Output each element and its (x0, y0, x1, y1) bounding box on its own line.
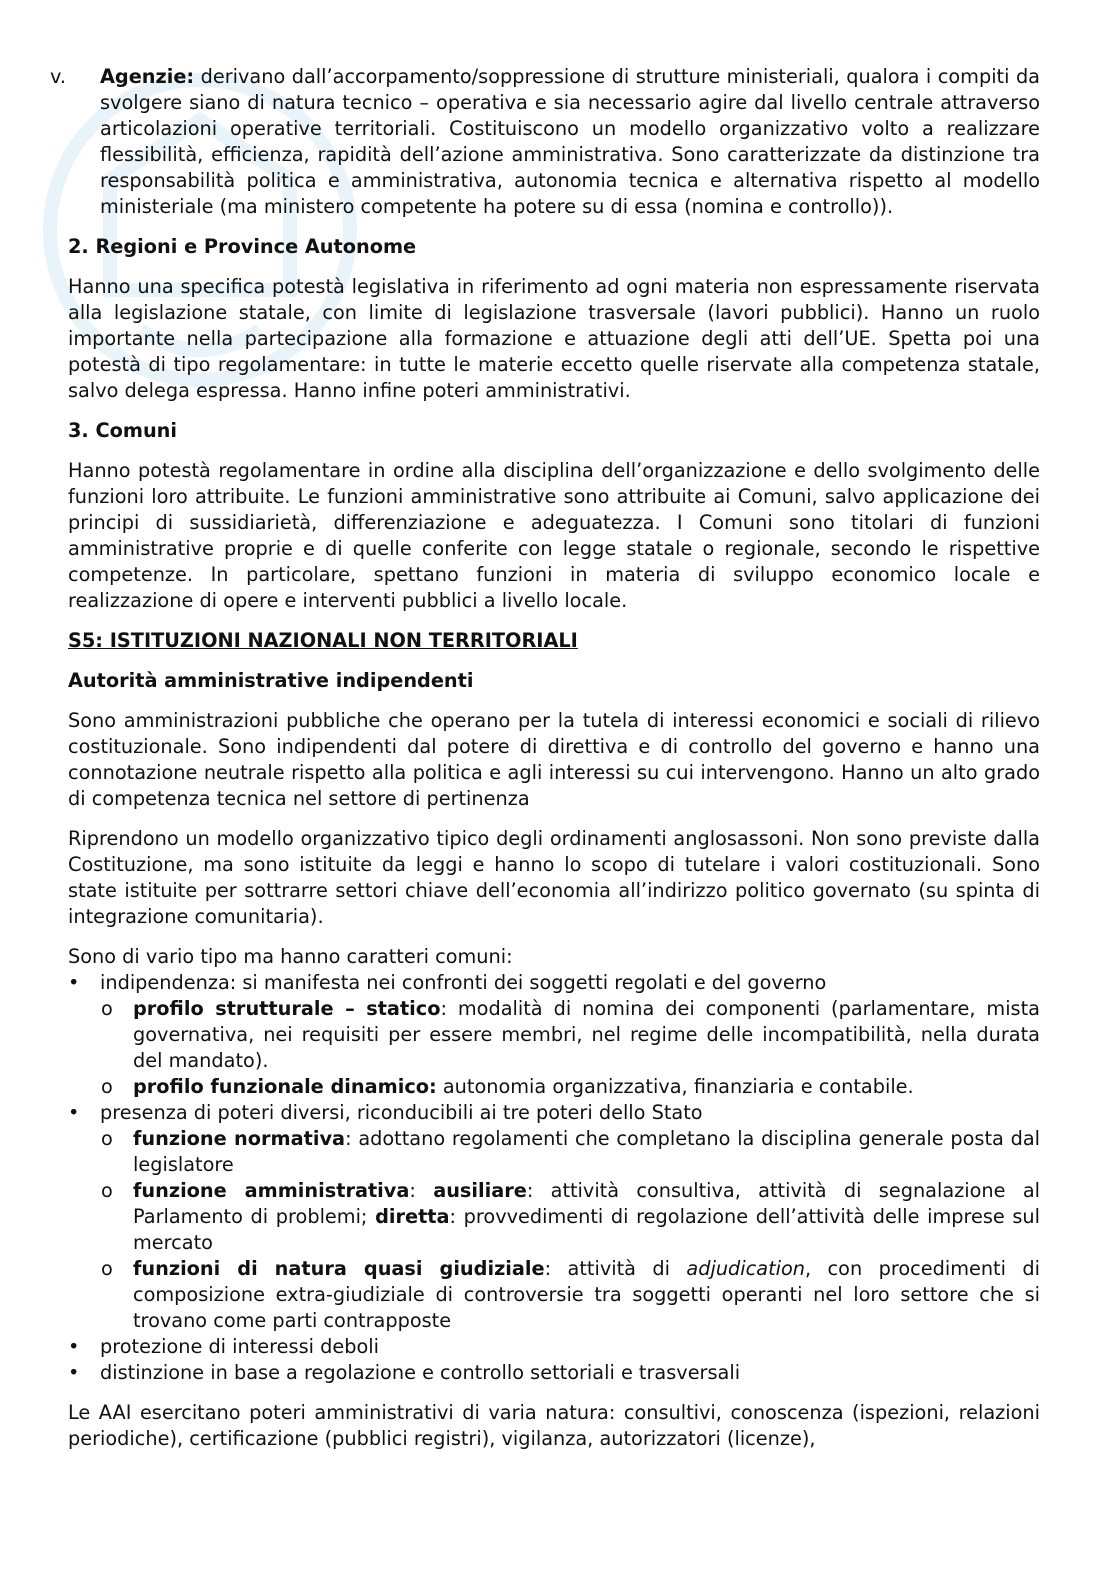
bullet-text: distinzione in base a regolazione e controllo settoriali e trasversali (100, 1361, 741, 1384)
heading-comuni: 3. Comuni (68, 419, 178, 442)
paragraph-comuni: Hanno potestà regolamentare in ordine alla disciplina dell’organizzazione e dello svolgimento delle funzioni loro attribuite. Le funzioni amministrative sono attribuite ai Comuni, salvo applicazione dei principi di sussidiarietà, differenziazione e adeguatezza. I Comuni sono titolari di funzioni amministrative proprie e di quelle conferite con legge statale o regionale, secondo le rispettive competenze. In particolare, spettano funzioni in materia di sviluppo economico locale e realizzazione di opere e interventi pubblici a livello locale. (68, 459, 1040, 612)
list-item (68, 1360, 1040, 1386)
strutturale-text: : modalità di nomina dei componenti (parlamentare, mista governativa, nei requisiti per essere membri, nel regime delle incompatibilità, nella durata del mandato). (133, 997, 1040, 1072)
paragraph-aai-4: Le AAI esercitano poteri amministrativi di varia natura: consultivi, conoscenza (ispezioni, relazioni periodiche), certificazione (pubblici registri), vigilanza, autorizzatori (licenze), (68, 1401, 1040, 1450)
sub-list-item (68, 1178, 1040, 1256)
bullet-text: presenza di poteri diversi, riconducibili ai tre poteri dello Stato (100, 1101, 703, 1124)
subheading-aai: Autorità amministrative indipendenti (68, 669, 474, 692)
term-diretta: diretta (375, 1205, 450, 1228)
paragraph-aai-1: Sono amministrazioni pubbliche che operano per la tutela di interessi economici e sociali di rilievo costituzionale. Sono indipendenti dal potere di direttiva e di controllo del governo e hanno una connotazione neutrale rispetto alla politica e agli interessi su cui intervengono. Hanno un alto grado di competenza tecnica nel settore di pertinenza (68, 709, 1040, 810)
agenzie-text: derivano dall’accorpamento/soppressione di strutture ministeriali, qualora i compiti da svolgere siano di natura tecnico – operativa e sia necessario agire dal livello centrale attraverso articolazioni operative territoriali. Costituiscono un modello organizzativo volto a realizzare flessibilità, efficienza, rapidità dell’azione amministrativa. Sono caratterizzate da distinzione tra responsabilità politica e amministrativa, autonomia tecnica e alternativa rispetto al modello ministeriale (ma ministero competente ha potere su di essa (nomina e controllo)). (100, 65, 1040, 218)
normativa-text: : adottano regolamenti che completano la disciplina generale posta dal legislatore (133, 1127, 1040, 1176)
term-agenzie: Agenzie: (100, 65, 195, 88)
list-item (68, 1100, 1040, 1334)
term-amministrativa: funzione amministrativa (133, 1179, 410, 1202)
sub-bullet-icon: o (101, 1257, 113, 1280)
quasi-giudiziale-text-2: , con procedimenti di composizione extra-giudiziale di controversie tra soggetti operanti nel loro settore che si trovano come parti contrapposte (133, 1257, 1040, 1332)
sub-bullet-icon: o (101, 997, 113, 1020)
term-strutturale: profilo strutturale – statico (133, 997, 441, 1020)
bullet-icon: • (68, 1335, 80, 1358)
heading-regioni: 2. Regioni e Province Autonome (68, 235, 417, 258)
term-adjudication: adjudication (686, 1257, 805, 1280)
bullet-icon: • (68, 1361, 80, 1384)
sub-list-item (68, 1126, 1040, 1178)
bullet-icon: • (68, 1101, 80, 1124)
bullet-icon: • (68, 971, 80, 994)
bullet-text: indipendenza: si manifesta nei confronti dei soggetti regolati e del governo (100, 971, 827, 994)
sub-bullet-icon: o (101, 1075, 113, 1098)
bullet-text: protezione di interessi deboli (100, 1335, 379, 1358)
term-ausiliare: ausiliare (433, 1179, 527, 1202)
sub-list-item (68, 1074, 1040, 1100)
term-quasi-giudiziale: funzioni di natura quasi giudiziale (133, 1257, 545, 1280)
sub-list-item (68, 996, 1040, 1074)
list-item (68, 1334, 1040, 1360)
diretta-text: : provvedimenti di regolazione dell’attività delle imprese sul mercato (133, 1205, 1041, 1254)
section-heading-s5: S5: ISTITUZIONI NAZIONALI NON TERRITORIALI (68, 629, 578, 652)
paragraph-regioni: Hanno una specifica potestà legislativa in riferimento ad ogni materia non espressamente riservata alla legislazione statale, con limite di legislazione trasversale (lavori pubblici). Hanno un ruolo importante nella partecipazione alla formazione e attuazione degli atti dell’UE. Spetta poi una potestà di tipo regolamentare: in tutte le materie eccetto quelle riservate alla competenza statale, salvo delega espressa. Hanno infine poteri amministrativi. (68, 275, 1040, 402)
funzionale-text: autonomia organizzativa, finanziaria e contabile. (436, 1075, 914, 1098)
sub-list (100, 996, 1040, 1100)
sub-list-item (68, 1256, 1040, 1334)
list-item-agenzie (50, 64, 1040, 220)
term-funzionale: profilo funzionale dinamico: (133, 1075, 437, 1098)
document-page (50, 64, 1041, 1452)
quasi-giudiziale-text: : attività di (544, 1257, 687, 1280)
sub-bullet-icon: o (101, 1179, 113, 1202)
characteristics-list (68, 970, 1040, 1386)
sub-bullet-icon: o (101, 1127, 113, 1150)
paragraph-aai-2: Riprendono un modello organizzativo tipico degli ordinamenti anglosassoni. Non sono previste dalla Costituzione, ma sono istituite da leggi e hanno lo scopo di tutelare i valori costituzionali. Sono state istituite per sottrarre settori chiave dell’economia all’indirizzo politico governato (su spinta di integrazione comunitaria). (68, 827, 1040, 928)
sub-list (100, 1126, 1040, 1334)
term-normativa: funzione normativa (133, 1127, 346, 1150)
separator: : (409, 1179, 434, 1202)
roman-marker: v. (50, 65, 67, 88)
paragraph-aai-3: Sono di vario tipo ma hanno caratteri comuni: (68, 945, 513, 968)
ausiliare-text: : attività consultiva, attività di segnalazione al Parlamento di problemi; (133, 1179, 1040, 1228)
list-item (68, 970, 1040, 1100)
